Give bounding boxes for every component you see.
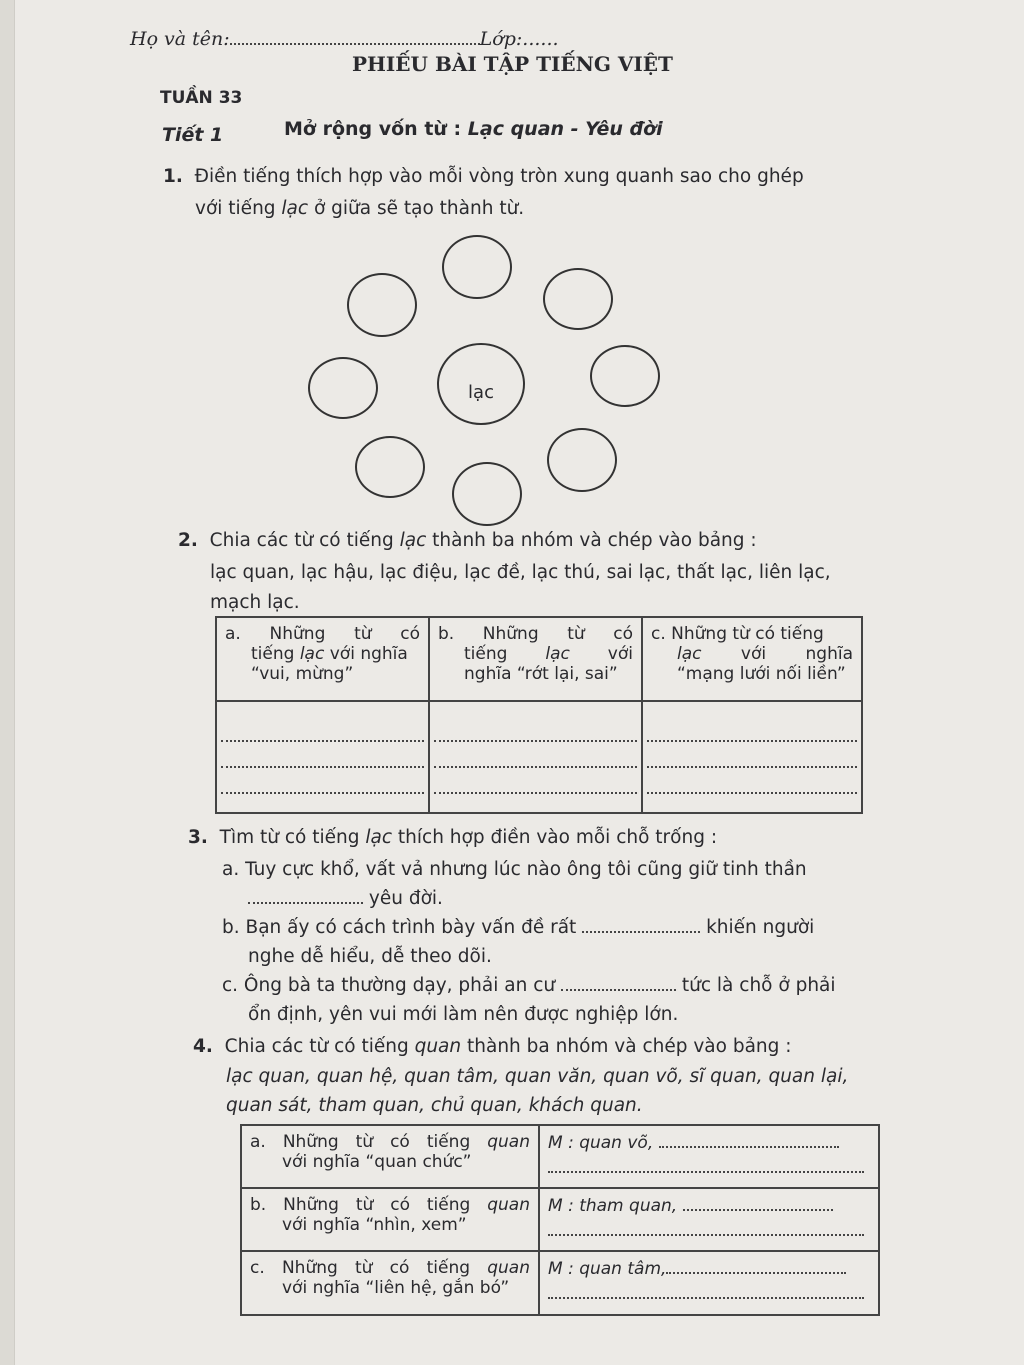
q4-row-c-l2: với nghĩa “liên hệ, gắn bó” [282, 1278, 510, 1298]
q4-row-answer[interactable] [539, 1125, 879, 1188]
dotted-line [221, 764, 424, 768]
q4-text-post: thành ba nhóm và chép vào bảng : [461, 1036, 792, 1057]
q2-answer-a[interactable] [216, 701, 429, 813]
q2-header-b-post: với [569, 644, 633, 664]
q3-text-post: thích hợp điền vào mỗi chỗ trống : [392, 827, 718, 848]
q3-b-line1 [222, 917, 814, 938]
q2-header-b-pre: tiếng [464, 644, 546, 664]
q4-number: 4. [193, 1036, 213, 1057]
q4-row-c-word: quan [487, 1258, 530, 1278]
q4-row-a-l1: a. Những từ có tiếng [250, 1132, 471, 1152]
dotted-line [221, 790, 424, 794]
dotted-line [434, 764, 637, 768]
q4-row-b-l1: b. Những từ có tiếng [250, 1195, 471, 1215]
answer-circle[interactable] [590, 345, 660, 407]
q3-a-blank[interactable] [248, 888, 363, 904]
q4-row-a-l2: với nghĩa “quan chức” [282, 1152, 472, 1172]
q4-row-a-word: quan [487, 1132, 530, 1152]
answer-circle[interactable] [452, 462, 522, 526]
topic-prefix: Mở rộng vốn từ : [284, 118, 468, 140]
lesson-label: Tiết 1 [162, 124, 224, 146]
q3-c-line1 [222, 975, 836, 996]
dotted-line [647, 738, 857, 742]
q2-header-a-post: với nghĩa [324, 644, 408, 664]
dotted-line [434, 790, 637, 794]
q4-row-a-blank[interactable] [659, 1132, 839, 1148]
q4-table [240, 1124, 880, 1316]
q3-text-word: lạc [365, 827, 393, 848]
q3-c-text-post: tức là chỗ ở phải [681, 975, 836, 996]
q1-text2-post: ở giữa sẽ tạo thành từ. [308, 198, 525, 219]
q2-header-c-post: với nghĩa [701, 644, 853, 664]
dotted-line [647, 764, 857, 768]
center-word: lạc [468, 382, 494, 403]
q3-c-text-pre: c. Ông bà ta thường dạy, phải an cư [222, 975, 556, 996]
q3-b-text-post: khiến người [706, 917, 815, 938]
answer-circle[interactable] [442, 235, 512, 299]
q3-c-blank[interactable] [561, 975, 676, 991]
q2-header-b [429, 617, 642, 701]
q2-line1 [178, 530, 757, 551]
dotted-line [434, 738, 637, 742]
q4-row-b-word: quan [487, 1195, 530, 1215]
q3-line1 [188, 827, 717, 848]
answer-circle[interactable] [547, 428, 617, 492]
q4-row-c-example: M : quan tâm, [548, 1259, 667, 1279]
q2-header-b-word: lạc [545, 644, 570, 664]
dotted-line [548, 1169, 864, 1173]
q4-row-b-l2: với nghĩa “nhìn, xem” [282, 1215, 467, 1235]
q2-words-line2: mạch lạc. [210, 592, 300, 613]
q4-row-a-example: M : quan võ, [548, 1133, 654, 1153]
name-row [130, 28, 559, 50]
q3-a-line1: a. Tuy cực khổ, vất vả nhưng lúc nào ông tôi cũng giữ tinh thần [222, 859, 807, 880]
q2-text-post: thành ba nhóm và chép vào bảng : [426, 530, 757, 551]
q4-row-c-l1: c. Những từ có tiếng [250, 1258, 471, 1278]
q3-text-pre: Tìm từ có tiếng [219, 827, 366, 848]
q2-number: 2. [178, 530, 198, 551]
q2-header-a-pre: tiếng [251, 644, 300, 664]
q4-row-answer[interactable] [539, 1251, 879, 1315]
q3-b-line2: nghe dễ hiểu, dễ theo dõi. [248, 946, 492, 967]
q2-header-c-line1: c. Những từ có tiếng [651, 624, 824, 644]
q2-text-pre: Chia các từ có tiếng [209, 530, 400, 551]
q2-header-b-line3: nghĩa “rớt lại, sai” [464, 664, 618, 684]
name-field[interactable] [230, 29, 480, 45]
page-edge [0, 0, 15, 1365]
topic-title: Lạc quan - Yêu đời [467, 118, 663, 140]
q3-a-line2 [248, 888, 443, 909]
name-label: Họ và tên: [130, 28, 230, 50]
q4-words-line1: lạc quan, quan hệ, quan tâm, quan văn, quan võ, sĩ quan, quan lại, [226, 1066, 849, 1087]
q4-row-c-blank[interactable] [666, 1258, 846, 1274]
q2-header-a-line3: “vui, mừng” [251, 664, 354, 684]
q1-number: 1. [163, 166, 183, 187]
q3-b-blank[interactable] [582, 917, 700, 933]
q1-line2 [195, 198, 524, 219]
q4-row-label [241, 1188, 539, 1251]
class-label: Lớp:...... [479, 28, 559, 50]
answer-circle[interactable] [308, 357, 378, 419]
dotted-line [647, 790, 857, 794]
dotted-line [548, 1232, 864, 1236]
q3-c-line2: ổn định, yên vui mới làm nên được nghiệp lớn. [248, 1004, 679, 1025]
q4-line1 [193, 1036, 792, 1057]
q2-answer-b[interactable] [429, 701, 642, 813]
q2-header-b-line1: b. Những từ có [438, 624, 633, 644]
q2-header-a-word: lạc [299, 644, 325, 664]
q1-line1 [163, 166, 804, 187]
q3-a-text: yêu đời. [368, 888, 443, 909]
q1-text2-word: lạc [281, 198, 309, 219]
q4-row-b-example: M : tham quan, [548, 1196, 678, 1216]
page-title: PHIẾU BÀI TẬP TIẾNG VIỆT [352, 52, 673, 76]
q4-text-pre: Chia các từ có tiếng [224, 1036, 415, 1057]
dotted-line [221, 738, 424, 742]
q2-words-line1: lạc quan, lạc hậu, lạc điệu, lạc đề, lạc thú, sai lạc, thất lạc, liên lạc, [210, 562, 831, 583]
q1-text2-pre: với tiếng [195, 198, 282, 219]
topic-heading [284, 118, 663, 140]
q2-text-word: lạc [399, 530, 427, 551]
answer-circle[interactable] [347, 273, 417, 337]
q1-text1: Điền tiếng thích hợp vào mỗi vòng tròn xung quanh sao cho ghép [194, 166, 804, 187]
q2-header-c [642, 617, 862, 701]
q3-b-text-pre: b. Bạn ấy có cách trình bày vấn đề rất [222, 917, 577, 938]
q4-row-answer[interactable] [539, 1188, 879, 1251]
q4-row-label [241, 1125, 539, 1188]
answer-circle[interactable] [543, 268, 613, 330]
q2-header-c-line3: “mạng lưới nối liền” [677, 664, 846, 684]
q2-table [215, 616, 863, 814]
q4-row-label [241, 1251, 539, 1315]
q2-header-a [216, 617, 429, 701]
q2-answer-c[interactable] [642, 701, 862, 813]
q4-text-word: quan [414, 1036, 462, 1057]
q4-row-b-blank[interactable] [683, 1195, 833, 1211]
answer-circle[interactable] [355, 436, 425, 498]
q4-words-line2: quan sát, tham quan, chủ quan, khách quan. [226, 1095, 643, 1116]
dotted-line [548, 1295, 864, 1299]
week-label: TUẦN 33 [160, 88, 243, 108]
q2-header-c-word: lạc [677, 644, 702, 664]
center-circle [437, 343, 525, 425]
q3-number: 3. [188, 827, 208, 848]
q2-header-a-line1: a. Những từ có [225, 624, 420, 644]
